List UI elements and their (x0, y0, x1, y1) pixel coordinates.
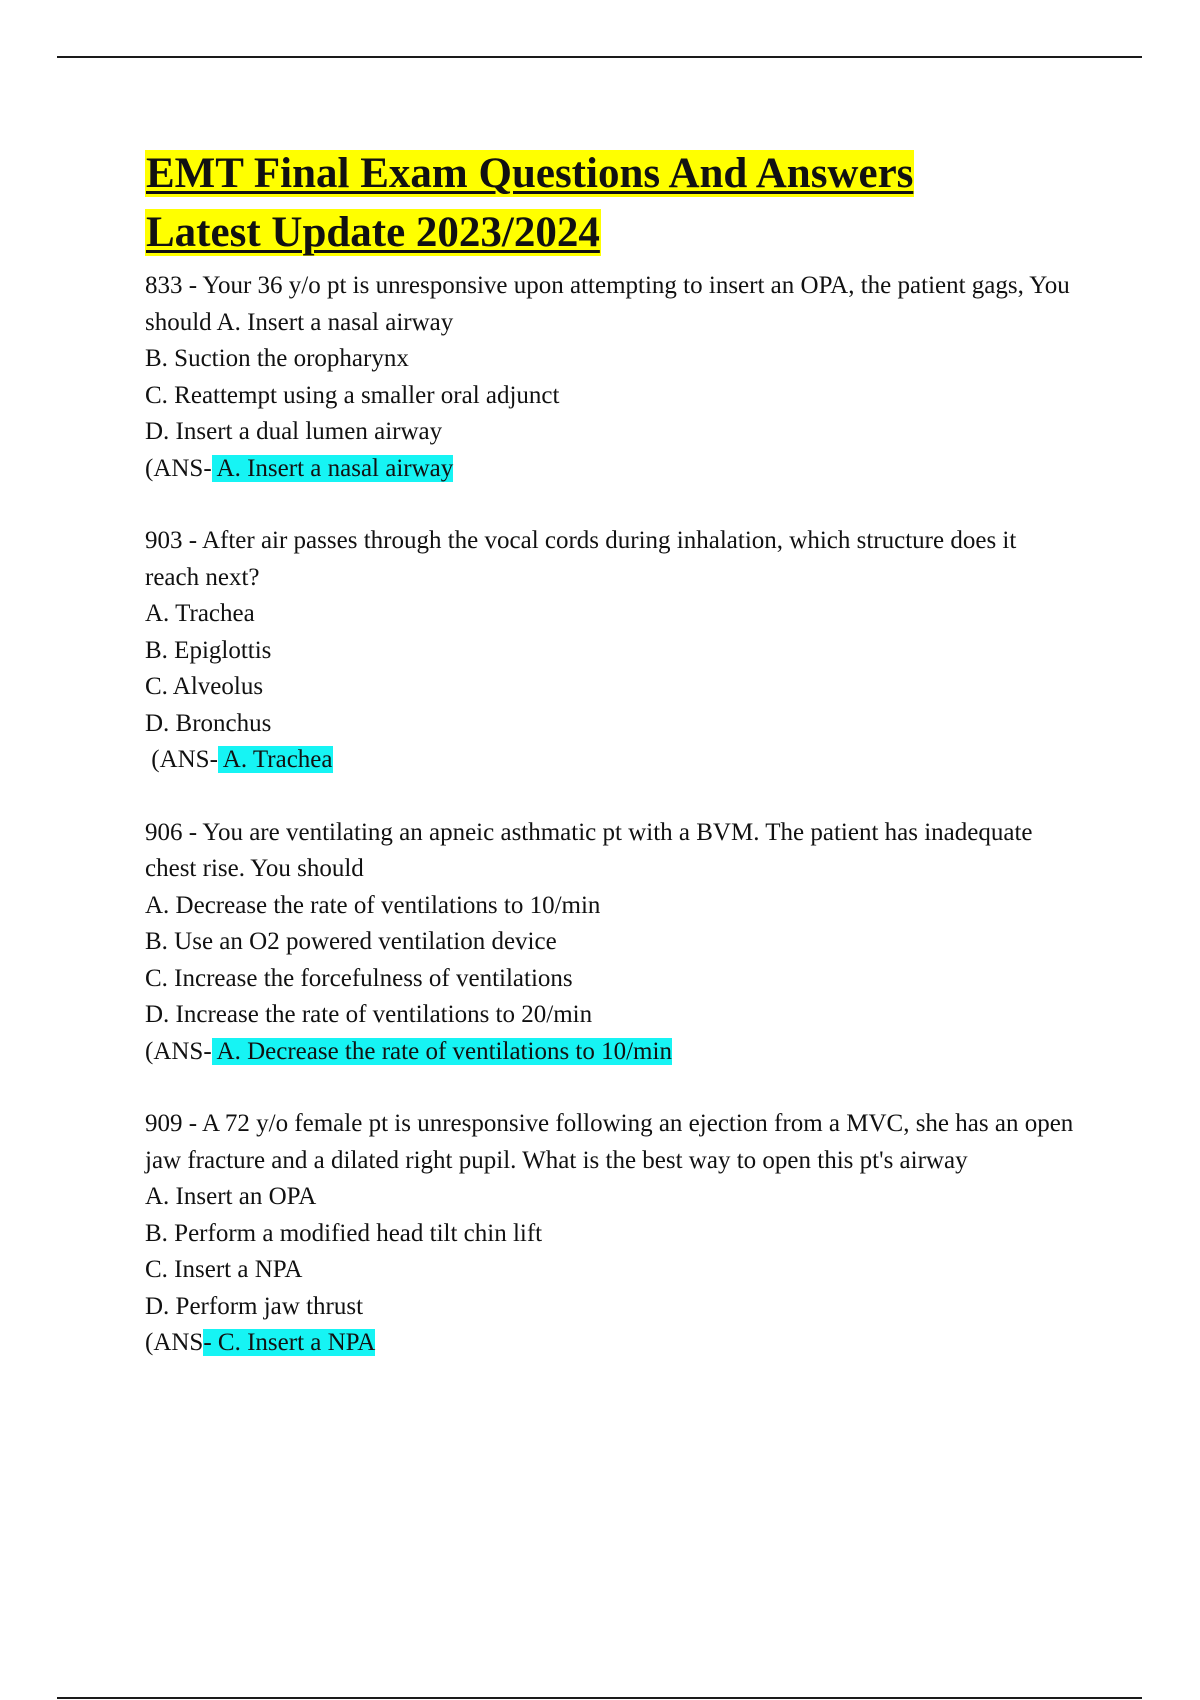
answer-prefix: (ANS (145, 1329, 204, 1356)
top-rule (57, 56, 1142, 58)
option-d: D. Bronchus (145, 709, 272, 737)
document-title (145, 144, 1075, 262)
question-block (145, 815, 1075, 1071)
answer-highlight: - C. Insert a NPA (203, 1329, 376, 1356)
answer-highlight: A. Insert a nasal airway (211, 454, 454, 482)
question-text: 833 - Your 36 y/o pt is unresponsive upon attempting to insert an OPA, the patient gags, You should A. Insert a nasal airway (145, 272, 1070, 336)
option-b: B. Use an O2 powered ventilation device (145, 928, 557, 955)
answer-line (145, 451, 1075, 488)
option-b: B. Suction the oropharynx (145, 345, 409, 372)
answer-line (145, 1034, 1075, 1071)
option-d: D. Increase the rate of ventilations to 20/min (145, 1001, 593, 1028)
option-a: A. Decrease the rate of ventilations to 10/min (145, 891, 601, 919)
option-a: A. Trachea (145, 600, 255, 627)
answer-prefix: (ANS- (145, 454, 212, 482)
answer-prefix: (ANS- (145, 746, 218, 773)
option-c: C. Insert a NPA (145, 1256, 303, 1283)
option-d: D. Insert a dual lumen airway (145, 418, 443, 445)
answer-line (145, 1325, 1075, 1362)
option-b: B. Epiglottis (145, 636, 272, 664)
option-c: C. Alveolus (145, 673, 264, 700)
option-c: C. Increase the forcefulness of ventilations (145, 964, 573, 992)
question-text: 903 - After air passes through the vocal cords during inhalation, which structure does it reach next? (145, 527, 1017, 591)
title-line-1: EMT Final Exam Questions And Answers (146, 150, 914, 197)
answer-line (145, 742, 1075, 779)
option-d: D. Perform jaw thrust (145, 1292, 364, 1320)
question-block (145, 523, 1075, 779)
option-a: A. Insert an OPA (145, 1183, 317, 1210)
question-block (145, 268, 1075, 487)
document-body (145, 144, 1075, 1362)
option-b: B. Perform a modified head tilt chin lift (145, 1219, 543, 1247)
answer-highlight: A. Decrease the rate of ventilations to 10/min (211, 1037, 672, 1065)
title-line-2: Latest Update 2023/2024 (146, 209, 600, 256)
answer-prefix: (ANS- (145, 1037, 212, 1065)
answer-highlight: A. Trachea (217, 746, 333, 773)
option-c: C. Reattempt using a smaller oral adjunct (145, 381, 560, 409)
question-text: 909 - A 72 y/o female pt is unresponsive following an ejection from a MVC, she has an open jaw fracture and a dilated right pupil. What is the best way to open this pt's airway (145, 1110, 1074, 1174)
question-block (145, 1106, 1075, 1362)
question-text: 906 - You are ventilating an apneic asthmatic pt with a BVM. The patient has inadequate chest rise. You should (145, 818, 1033, 882)
bottom-rule (57, 1697, 1142, 1699)
